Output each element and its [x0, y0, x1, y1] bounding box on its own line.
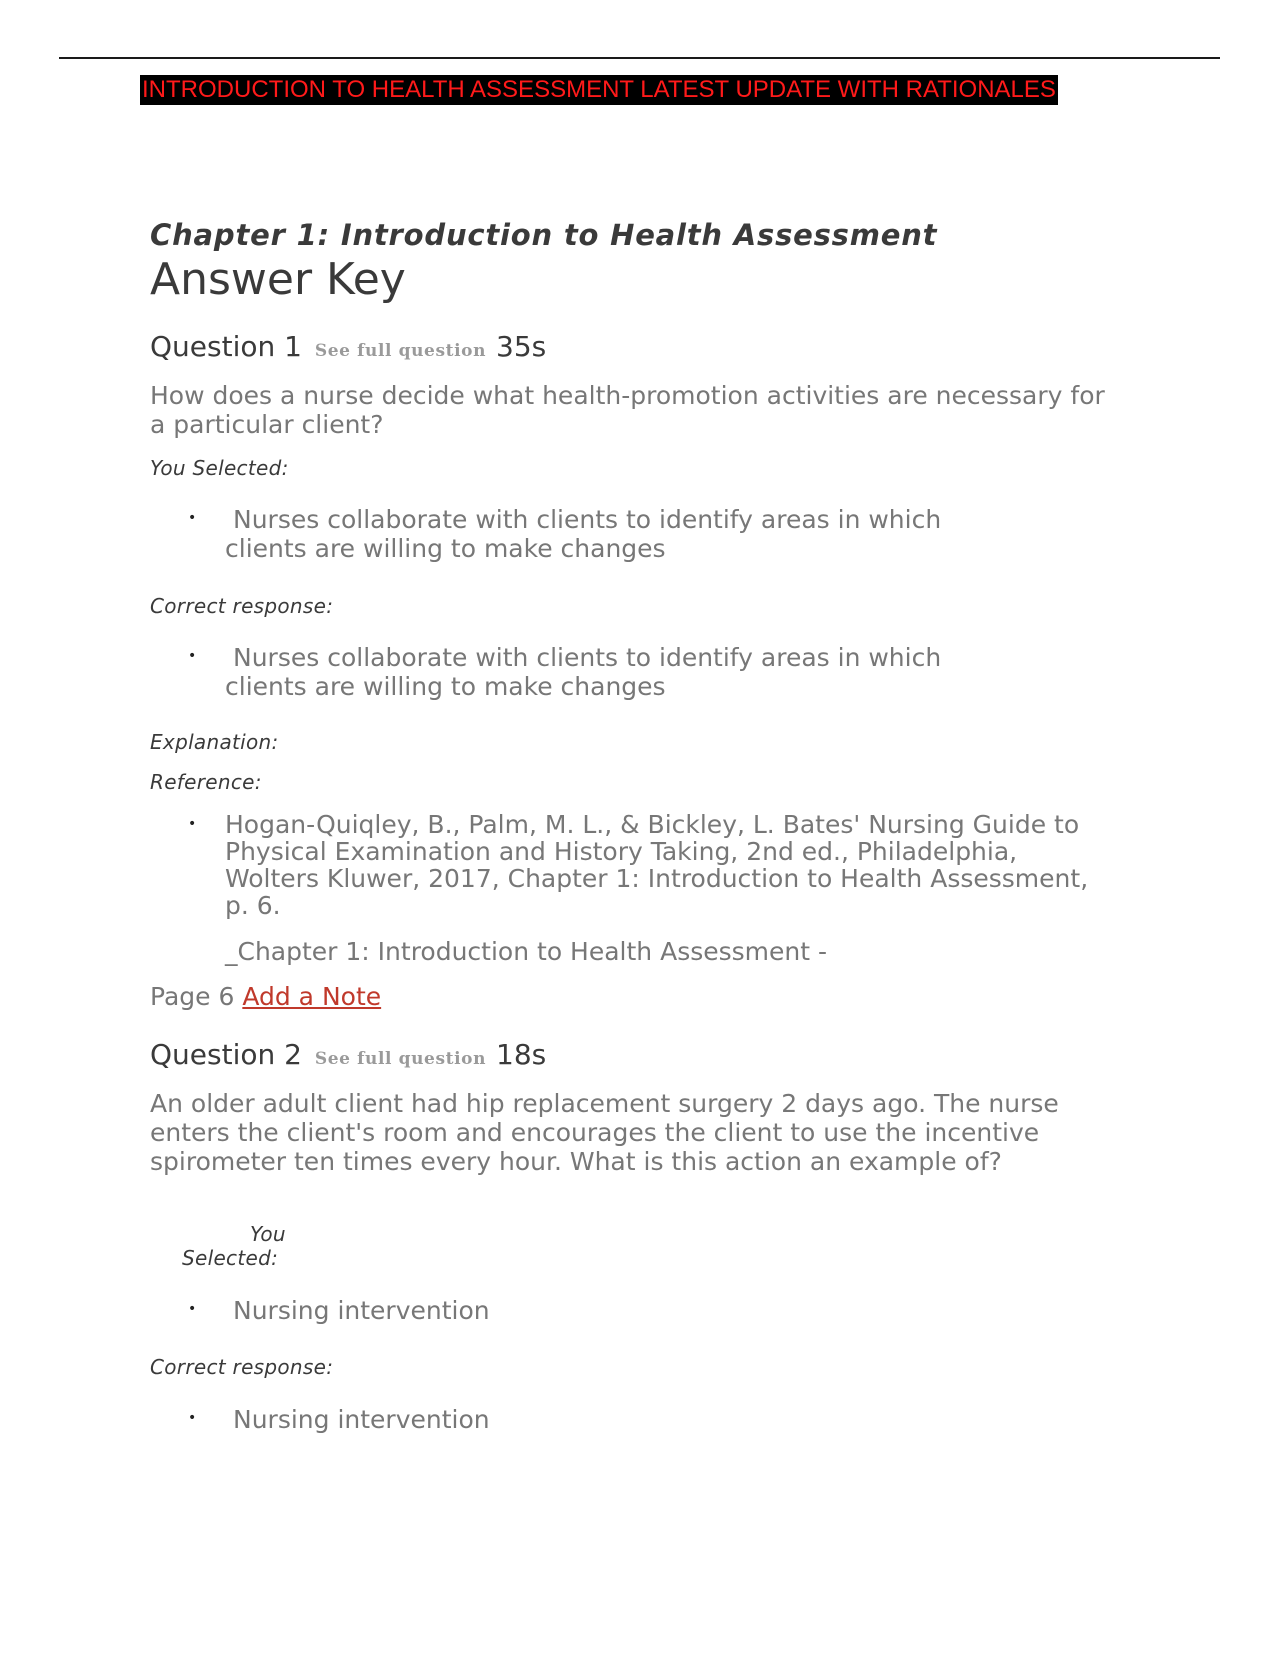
question-1-time: 35s: [496, 330, 547, 363]
question-1-you-selected-label: You Selected:: [150, 456, 289, 480]
bullet-icon: •: [188, 816, 197, 832]
question-1-text: How does a nurse decide what health-promotion activities are necessary for a particular client?: [150, 381, 1105, 439]
question-1-header: [150, 330, 546, 363]
question-1-chapter-link: _Chapter 1: Introduction to Health Assessment -: [225, 937, 828, 966]
question-2-correct-answer: Nursing intervention: [233, 1405, 490, 1434]
bullet-icon: •: [188, 510, 197, 526]
question-2-see-full-link[interactable]: See full question: [314, 1049, 487, 1069]
question-1-selected-answer: Nurses collaborate with clients to identify areas in which clients are willing to make changes: [225, 505, 942, 563]
bullet-icon: •: [188, 1410, 197, 1426]
question-1-correct-answer: Nurses collaborate with clients to identify areas in which clients are willing to make changes: [225, 643, 942, 701]
question-2-time: 18s: [496, 1038, 547, 1071]
question-2-you-label: You: [250, 1222, 286, 1246]
question-2-selected-label: Selected:: [182, 1246, 279, 1270]
question-2-correct-response-label: Correct response:: [150, 1355, 334, 1379]
question-1-see-full-link[interactable]: See full question: [314, 341, 487, 361]
question-2-selected-answer: Nursing intervention: [233, 1296, 490, 1325]
question-1-correct-response-label: Correct response:: [150, 594, 334, 618]
question-1-reference-label: Reference:: [150, 770, 262, 794]
question-1-page-line: [150, 982, 381, 1011]
question-1-reference-text: Hogan-Quiqley, B., Palm, M. L., & Bickley, L. Bates' Nursing Guide to Physical Examination and History Taking, 2nd ed., Philadelphia, Wolters Kluwer, 2017, Chapter 1: Introduction to Health Assessment, p. 6.: [225, 810, 1089, 920]
bullet-icon: •: [188, 1301, 197, 1317]
question-1-page: Page 6: [150, 982, 235, 1011]
question-2-header: [150, 1038, 546, 1071]
bullet-icon: •: [188, 648, 197, 664]
question-2-text: An older adult client had hip replacement surgery 2 days ago. The nurse enters the client's room and encourages the client to use the incentive spirometer ten times every hour. What is this action an example of?: [150, 1089, 1059, 1176]
document-banner: INTRODUCTION TO HEALTH ASSESSMENT LATEST UPDATE WITH RATIONALES: [142, 76, 1056, 103]
question-1-title: Question 1: [150, 330, 302, 363]
top-rule: [59, 57, 1220, 59]
page-title: Answer Key: [150, 254, 406, 305]
chapter-title: Chapter 1: Introduction to Health Assessment: [150, 218, 938, 252]
question-1-explanation-label: Explanation:: [150, 730, 279, 754]
add-note-link[interactable]: Add a Note: [242, 982, 382, 1011]
question-2-title: Question 2: [150, 1038, 302, 1071]
